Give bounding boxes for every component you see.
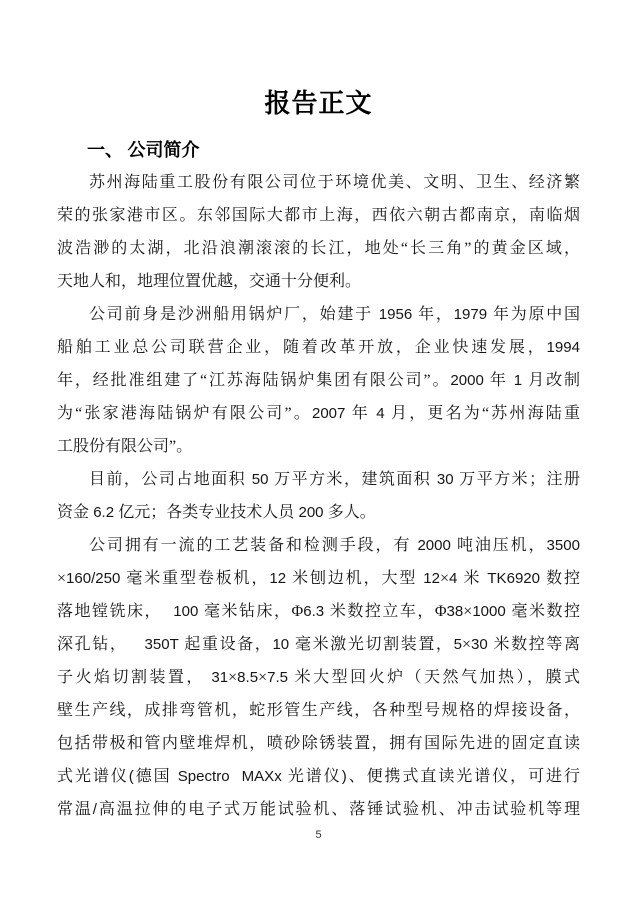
latin-text: ( — [128, 768, 134, 785]
text-line: 天地人和，地理位置优越，交通十分便利。 — [57, 273, 362, 290]
latin-text: 100 — [167, 603, 204, 620]
latin-text: 160/250 — [66, 570, 127, 587]
text-line: 目前，公司占地面积 50 万平方米，建筑面积 30 万平方米；注册 — [89, 471, 580, 488]
latin-text: TK6920 — [481, 570, 547, 587]
latin-text: 4 — [449, 570, 464, 587]
paragraph — [57, 166, 580, 298]
section-heading: 一、 公司简介 — [87, 140, 200, 160]
page-number: 5 — [315, 829, 322, 841]
latin-text: 1979 — [453, 306, 493, 323]
latin-text: 1000 — [472, 603, 512, 620]
latin-text: 7.5 — [267, 669, 295, 686]
text-line: 波浩渺的太湖，北沿浪潮滚滚的长江，地处“长三角”的黄金区域， — [57, 240, 580, 257]
latin-text: 6.3 — [303, 603, 330, 620]
latin-text: 30 — [431, 471, 460, 488]
text-line: 深孔钻， 350T 起重设备，10 毫米激光切割装置，5×30 米数控等离 — [57, 636, 580, 653]
text-line: ×160/250 毫米重型卷板机，12 米刨边机，大型 12×4 米 TK6920 数控 — [57, 570, 580, 587]
latin-text: 12 — [417, 570, 441, 587]
latin-text: 4 — [369, 405, 392, 422]
latin-text: 6.2 — [89, 504, 119, 521]
paragraph — [57, 298, 580, 463]
document-title: 报告正文 — [264, 89, 373, 118]
latin-text: 200 — [294, 504, 328, 521]
latin-text: 31 — [211, 669, 229, 686]
text-line: 工股份有限公司”。 — [57, 438, 193, 455]
latin-text: 2000 — [411, 537, 457, 554]
latin-text: 350T — [138, 636, 185, 653]
text-line: 资金 6.2 亿元；各类专业技术人员 200 多人。 — [57, 504, 376, 521]
latin-text: 1994 — [546, 339, 580, 356]
text-line: 荣的张家港市区。东邻国际大都市上海，西依六朝古都南京，南临烟 — [57, 207, 580, 224]
latin-text: 12 — [269, 570, 293, 587]
body-text — [57, 166, 580, 826]
latin-text: 2007 — [311, 405, 352, 422]
latin-text: 30 — [470, 636, 494, 653]
text-line: 为“张家港海陆锅炉有限公司”。2007 年 4 月，更名为“苏州海陆重 — [57, 405, 580, 422]
latin-text: ) — [341, 768, 347, 785]
latin-text: 1 — [507, 372, 529, 389]
latin-text: 8.5 — [237, 669, 259, 686]
text-line: 落地镗铣床， 100 毫米钻床，Φ6.3 米数控立车，Φ38×1000 毫米数控 — [57, 603, 580, 620]
latin-text: / — [92, 801, 97, 818]
latin-text: 5 — [453, 636, 462, 653]
latin-text: 38 — [446, 603, 464, 620]
paragraph — [57, 463, 580, 529]
text-line: 苏州海陆重工股份有限公司位于环境优美、文明、卫生、经济繁 — [89, 174, 580, 191]
latin-text: 10 — [272, 636, 295, 653]
text-line: 包括带极和管内壁堆焊机，喷砂除锈装置，拥有国际先进的固定直读 — [57, 735, 580, 752]
text-line: 年，经批准组建了“江苏海陆锅炉集团有限公司”。2000 年 1 月改制 — [57, 372, 580, 389]
text-line: 公司拥有一流的工艺装备和检测手段，有 2000 吨油压机，3500 — [89, 537, 580, 554]
latin-text: Spectro — [171, 768, 230, 785]
text-line: 壁生产线，成排弯管机，蛇形管生产线，各种型号规格的焊接设备， — [57, 702, 580, 719]
latin-text: 2000 — [450, 372, 490, 389]
text-line: 船舶工业总公司联营企业，随着改革开放，企业快速发展，1994 — [57, 339, 580, 356]
text-line: 公司前身是沙洲船用锅炉厂，始建于 1956 年，1979 年为原中国 — [89, 306, 580, 323]
text-line: 常温/高温拉伸的电子式万能试验机、落锤试验机、冲击试验机等理 — [57, 801, 580, 818]
latin-text: 50 — [246, 471, 275, 488]
latin-text: 3500 — [546, 537, 580, 554]
latin-text: 1956 — [372, 306, 419, 323]
text-line: 式光谱仪(德国 Spectro MAXx 光谱仪)、便携式直读光谱仪，可进行 — [57, 768, 580, 785]
latin-text: MAXx — [235, 768, 288, 785]
text-line: 子火焰切割装置， 31×8.5×7.5 米大型回火炉（天然气加热），膜式 — [57, 669, 580, 686]
paragraph — [57, 529, 580, 826]
